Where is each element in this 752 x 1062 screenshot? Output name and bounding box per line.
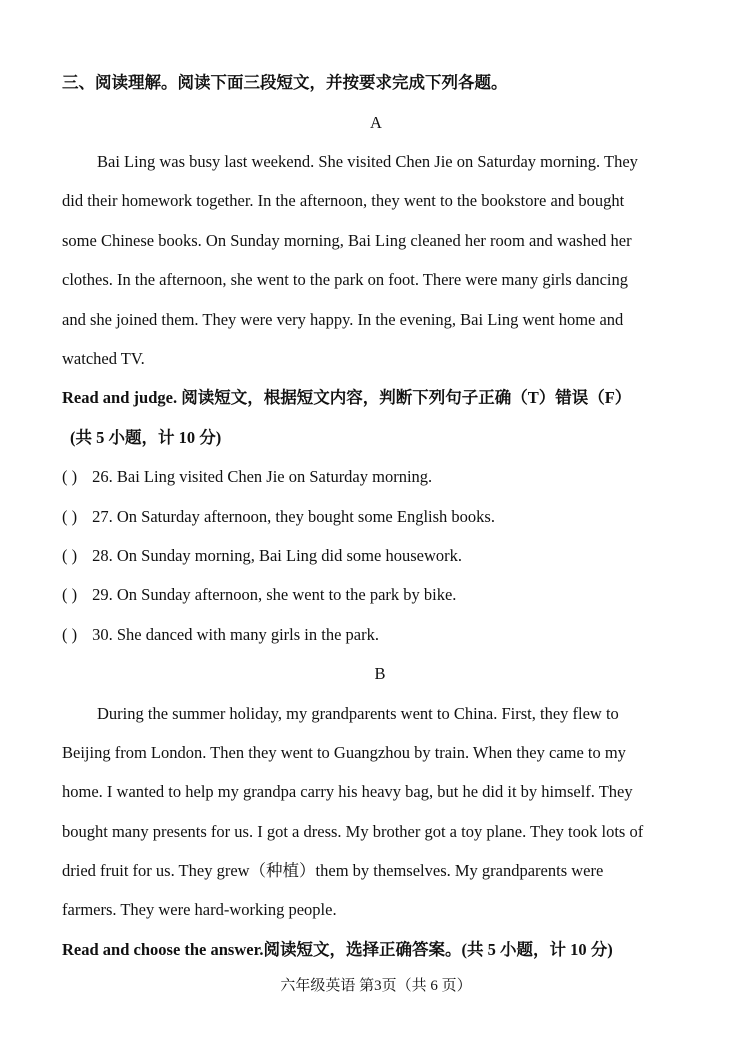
passage-b-line: home. I wanted to help my grandpa carry his heavy bag, but he did it by himself. They xyxy=(62,782,633,801)
passage-a-line: did their homework together. In the afternoon, they went to the bookstore and bought xyxy=(62,191,625,210)
answer-blank[interactable]: ( ) xyxy=(62,546,78,565)
passage-a-line: and she joined them. They were very happy. In the evening, Bai Ling went home and xyxy=(62,310,624,329)
passage-a-score-note: (共 5 小题，计 10 分) xyxy=(70,428,222,447)
passage-a-line: clothes. In the afternoon, she went to the park on foot. There were many girls dancing xyxy=(62,270,629,289)
question-item xyxy=(62,545,462,567)
passage-a-line: watched TV. xyxy=(62,349,145,368)
question-item xyxy=(62,466,432,488)
answer-blank[interactable]: ( ) xyxy=(62,625,78,644)
answer-blank[interactable]: ( ) xyxy=(62,585,78,604)
passage-b-label: B xyxy=(374,664,386,683)
passage-a-instruction: Read and judge. 阅读短文，根据短文内容，判断下列句子正确（T）错误（F） xyxy=(62,388,632,407)
passage-b-line: dried fruit for us. They grew（种植）them by themselves. My grandparents were xyxy=(62,861,604,880)
question-text: 29. On Sunday afternoon, she went to the park by bike. xyxy=(92,585,457,604)
passage-a-label: A xyxy=(370,113,382,132)
passage-b-instruction: Read and choose the answer.阅读短文，选择正确答案。(共 5 小题，计 10 分) xyxy=(62,940,613,959)
passage-b-line: Beijing from London. Then they went to Guangzhou by train. When they came to my xyxy=(62,743,626,762)
passage-a-line: some Chinese books. On Sunday morning, Bai Ling cleaned her room and washed her xyxy=(62,231,632,250)
question-item xyxy=(62,584,456,606)
question-text: 28. On Sunday morning, Bai Ling did some housework. xyxy=(92,546,462,565)
section-heading: 三、阅读理解。阅读下面三段短文，并按要求完成下列各题。 xyxy=(62,73,508,92)
question-item xyxy=(62,506,495,528)
passage-b-line: During the summer holiday, my grandparents went to China. First, they flew to xyxy=(97,704,619,723)
question-text: 27. On Saturday afternoon, they bought some English books. xyxy=(92,507,495,526)
answer-blank[interactable]: ( ) xyxy=(62,507,78,526)
question-item xyxy=(62,624,379,646)
question-text: 30. She danced with many girls in the park. xyxy=(92,625,379,644)
passage-b-line: farmers. They were hard-working people. xyxy=(62,900,337,919)
question-text: 26. Bai Ling visited Chen Jie on Saturday morning. xyxy=(92,467,433,486)
page-footer: 六年级英语 第3页（共 6 页） xyxy=(280,978,472,994)
passage-b-line: bought many presents for us. I got a dress. My brother got a toy plane. They took lots of xyxy=(62,822,644,841)
passage-a-line: Bai Ling was busy last weekend. She visited Chen Jie on Saturday morning. They xyxy=(97,152,638,171)
answer-blank[interactable]: ( ) xyxy=(62,467,78,486)
